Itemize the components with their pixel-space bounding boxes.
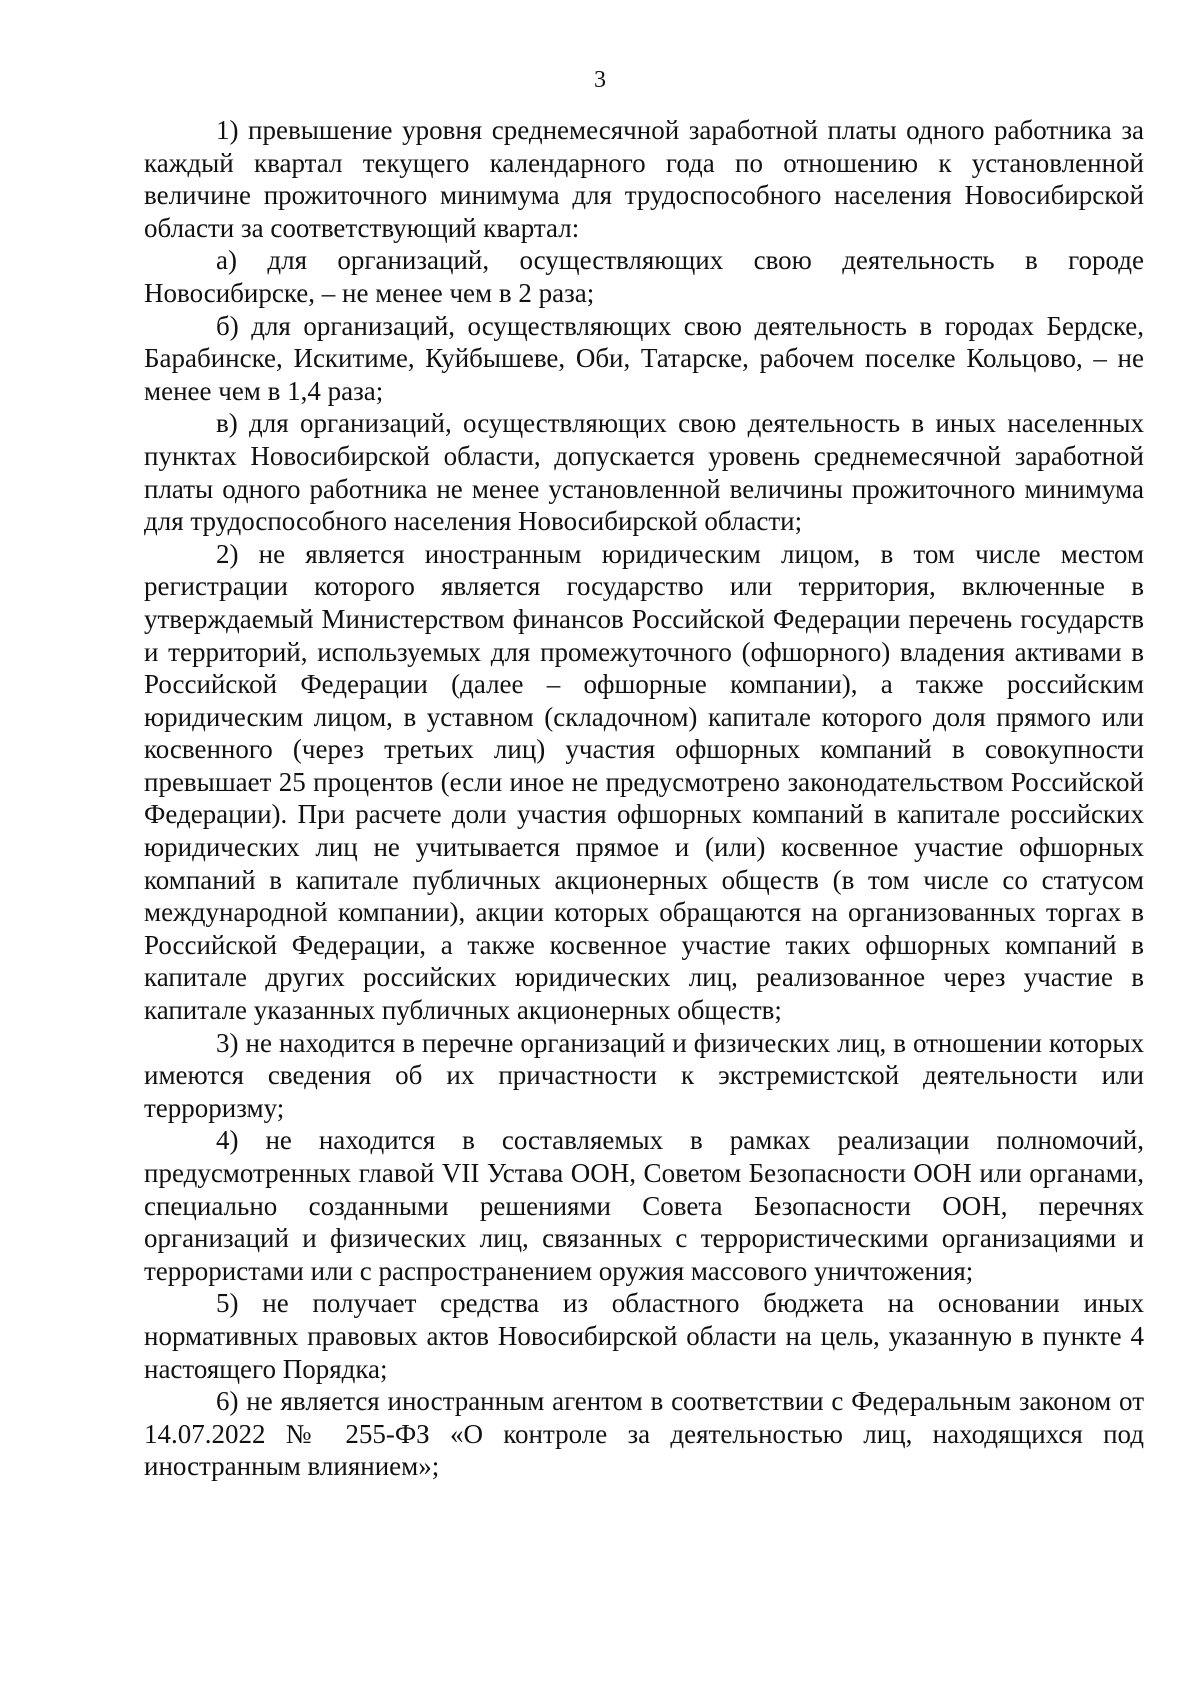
paragraph-subitem-a: а) для организаций, осуществляющих свою деятельность в городе Новосибирске, – не менее чем в 2 раза; xyxy=(144,245,1144,308)
paragraph-item-6: 6) не является иностранным агентом в соответствии с Федеральным законом от 14.07.2022 № 255-ФЗ «О контроле за деятельностью лиц, находящихся под иностранным влиянием»; xyxy=(144,1386,1144,1482)
paragraph-item-2: 2) не является иностранным юридическим лицом, в том числе местом регистрации которого является государство или территория, включенные в утверждаемый Министерством финансов Российской Федерации перечень государств и территорий, используемых для промежуточного (офшорного) владения активами в Российской Федерации (далее – офшорные компании), а также российским юридическим лицом, в уставном (складочном) капитале которого доля прямого или косвенного (через третьих лиц) участия офшорных компаний в совокупности превышает 25 процентов (если иное не предусмотрено законодательством Российской Федерации). При расчете доли участия офшорных компаний в капитале российских юридических лиц не учитывается прямое и (или) косвенное участие офшорных компаний в капитале публичных акционерных обществ (в том числе со статусом международной компании), акции которых обращаются на организованных торгах в Российской Федерации, а также косвенное участие таких офшорных компаний в капитале других российских юридических лиц, реализованное через участие в капитале указанных публичных акционерных обществ; xyxy=(144,538,1144,1026)
paragraph-subitem-v: в) для организаций, осуществляющих свою деятельность в иных населенных пунктах Новосибирской области, допускается уровень среднемесячной заработной платы одного работника не менее установленной величины прожиточного минимума для трудоспособного населения Новосибирской области; xyxy=(144,408,1144,537)
document-body xyxy=(144,114,1144,1483)
paragraph-item-4: 4) не находится в составляемых в рамках реализации полномочий, предусмотренных главой VII Устава ООН, Советом Безопасности ООН или органами, специально созданными решениями Совета Безопасности ООН, перечнях организаций и физических лиц, связанных с террористическими организациями и террористами или с распространением оружия массового уничтожения; xyxy=(144,1125,1144,1286)
paragraph-item-1: 1) превышение уровня среднемесячной заработной платы одного работника за каждый квартал текущего календарного года по отношению к установленной величине прожиточного минимума для трудоспособного населения Новосибирской области за соответствующий квартал: xyxy=(144,115,1144,243)
paragraph-item-5: 5) не получает средства из областного бюджета на основании иных нормативных правовых актов Новосибирской области на цель, указанную в пункте 4 настоящего Порядка; xyxy=(144,1288,1144,1384)
paragraph-subitem-b: б) для организаций, осуществляющих свою деятельность в городах Бердске, Барабинске, Искитиме, Куйбышеве, Оби, Татарске, рабочем поселке Кольцово, – не менее чем в 1,4 раза; xyxy=(144,310,1144,406)
paragraph-item-3: 3) не находится в перечне организаций и физических лиц, в отношении которых имеются сведения об их причастности к экстремистской деятельности или терроризму; xyxy=(144,1027,1144,1123)
page-number: 3 xyxy=(594,67,606,93)
